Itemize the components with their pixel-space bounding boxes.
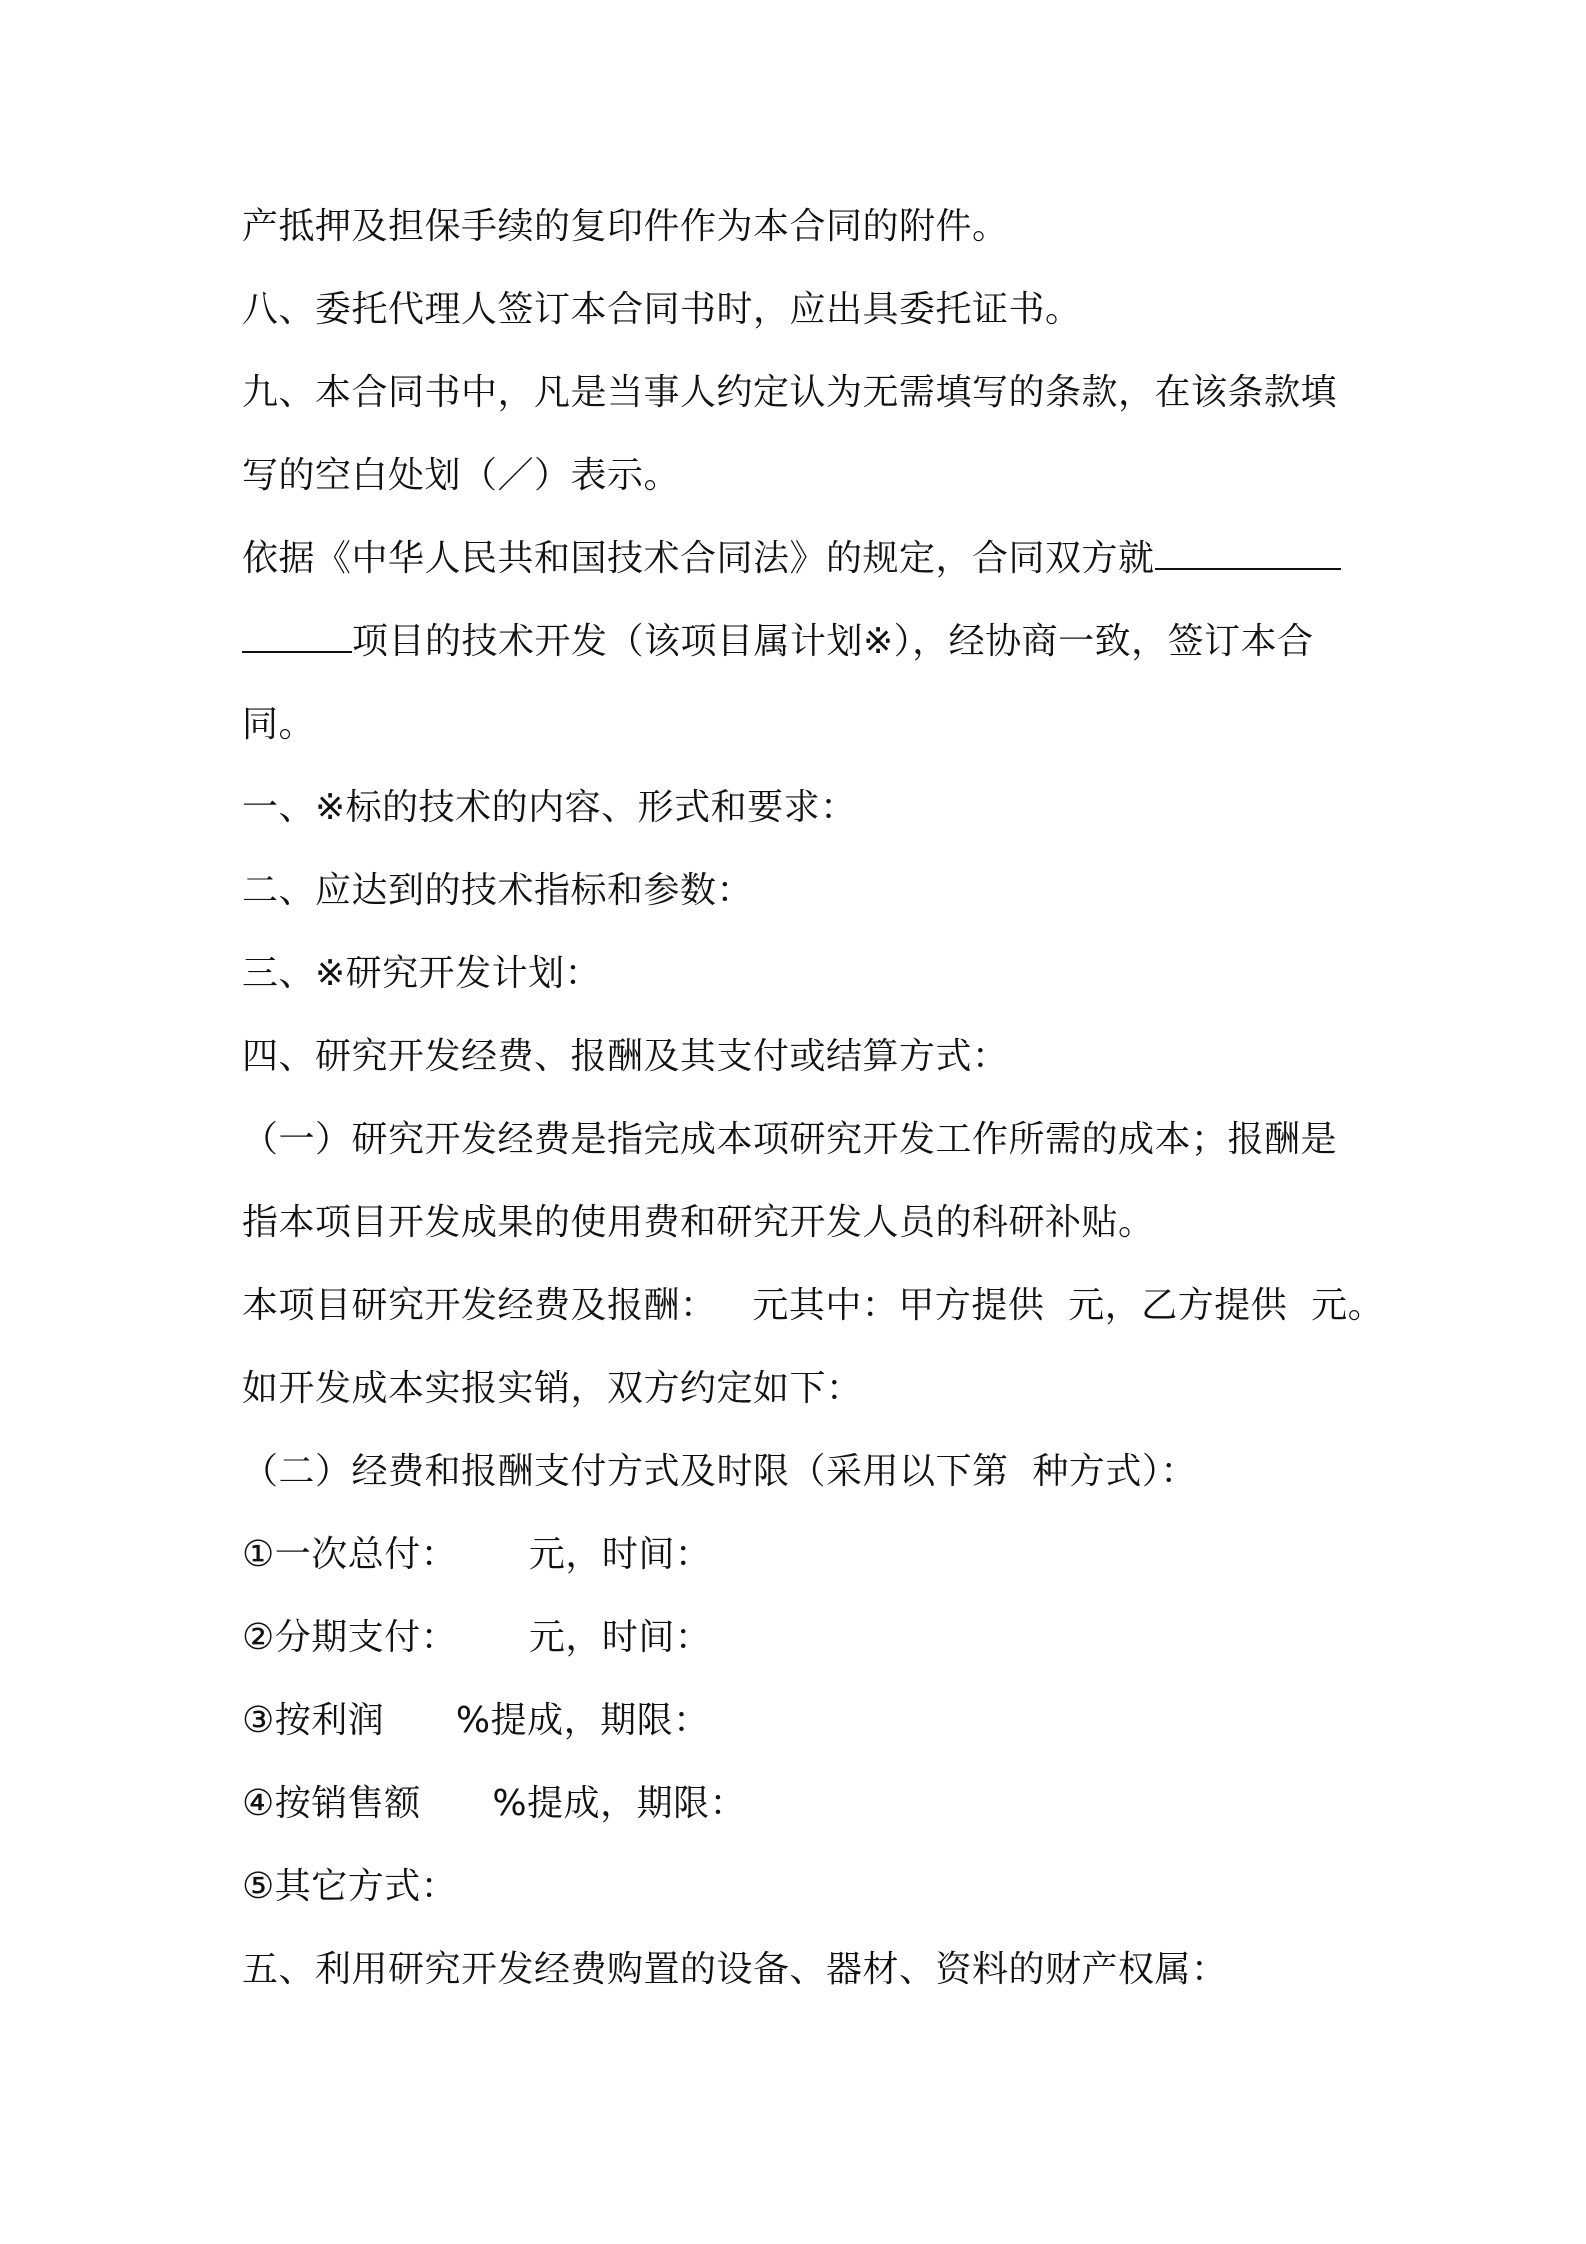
project-name-blank xyxy=(1155,538,1341,570)
text-line-clause-9: 九、本合同书中，凡是当事人约定认为无需填写的条款，在该条款填 xyxy=(242,372,1338,413)
text-line-clause-9-cont: 写的空白处划（／）表示。 xyxy=(242,455,681,496)
basis-text: 依据《中华人民共和国技术合同法》的规定，合同双方就 xyxy=(242,538,1155,579)
heading-section-5: 五、利用研究开发经费购置的设备、器材、资料的财产权属： xyxy=(242,1949,1228,1990)
payment-option-2: ②分期支付： 元，时间： xyxy=(242,1617,712,1658)
text-line-funding-amount: 本项目研究开发经费及报酬： 元其中：甲方提供 元，乙方提供 元。 xyxy=(242,1285,1385,1326)
payment-option-5: ⑤其它方式： xyxy=(242,1866,458,1907)
heading-section-2: 二、应达到的技术指标和参数： xyxy=(242,870,754,911)
heading-section-3: 三、※研究开发计划： xyxy=(242,953,602,994)
project-text: 项目的技术开发（该项目属计划※），经协商一致，签订本合 xyxy=(352,621,1314,662)
text-line-clause-8: 八、委托代理人签订本合同书时，应出具委托证书。 xyxy=(242,289,1082,330)
payment-option-4: ④按销售额 %提成，期限： xyxy=(242,1783,747,1824)
text-line-basis xyxy=(242,537,1341,581)
text-line-attachments: 产抵押及担保手续的复印件作为本合同的附件。 xyxy=(242,206,1009,247)
heading-section-4: 四、研究开发经费、报酬及其支付或结算方式： xyxy=(242,1036,1009,1077)
payment-option-1: ①一次总付： 元，时间： xyxy=(242,1534,712,1575)
text-line-payment-method: （二）经费和报酬支付方式及时限（采用以下第 种方式）： xyxy=(242,1451,1197,1492)
text-line-funding-def: （一）研究开发经费是指完成本项研究开发工作所需的成本；报酬是 xyxy=(242,1119,1338,1160)
payment-option-3: ③按利润 %提成，期限： xyxy=(242,1700,710,1741)
text-line-funding-def-cont: 指本项目开发成果的使用费和研究开发人员的科研补贴。 xyxy=(242,1202,1155,1243)
heading-section-1: 一、※标的技术的内容、形式和要求： xyxy=(242,787,857,828)
project-name-blank-cont xyxy=(242,621,352,653)
text-line-cost-reimburse: 如开发成本实报实销，双方约定如下： xyxy=(242,1368,863,1409)
text-line-project-end: 同。 xyxy=(242,704,316,745)
text-line-project xyxy=(242,620,1314,664)
